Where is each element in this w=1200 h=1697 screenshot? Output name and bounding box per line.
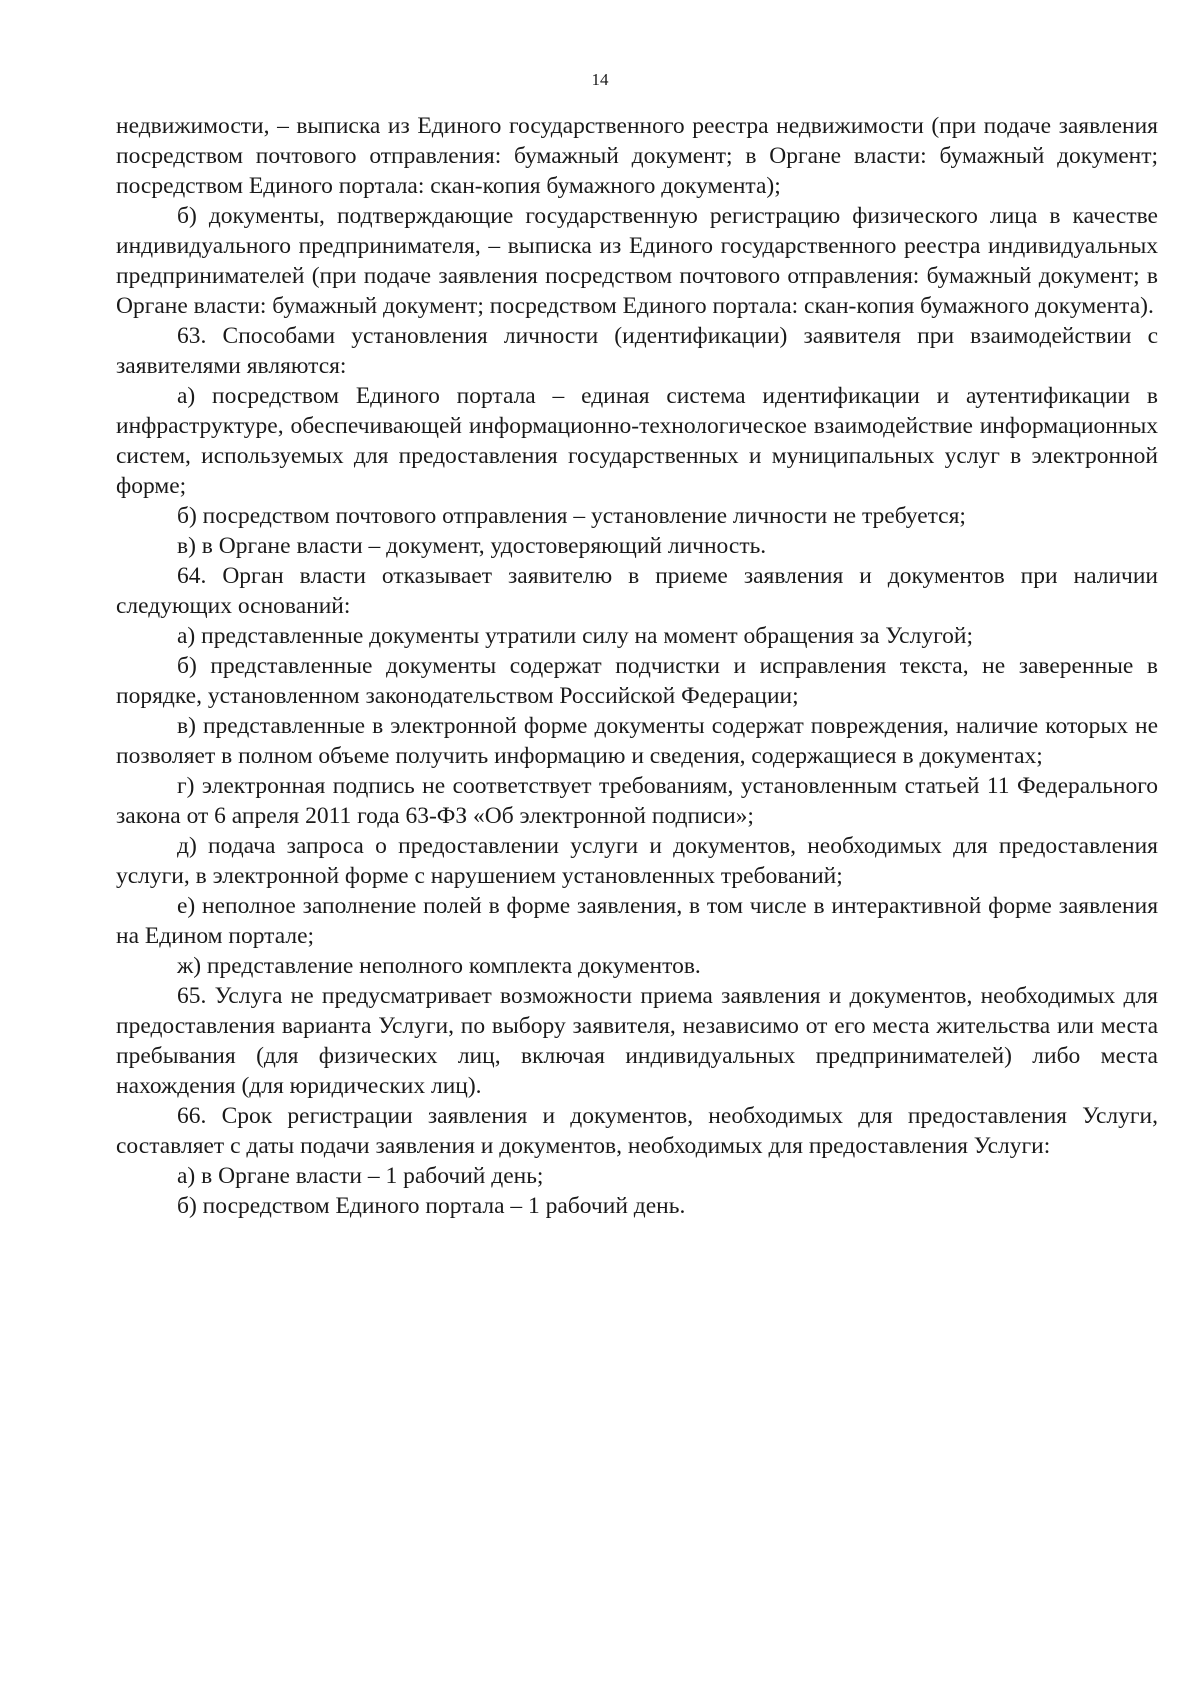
document-body [116,111,1158,1221]
paragraph-63: 63. Способами установления личности (идентификации) заявителя при взаимодействии с заявителями являются: [116,323,1158,379]
paragraph-66: 66. Срок регистрации заявления и документов, необходимых для предоставления Услуги, составляет с даты подачи заявления и документов, необходимых для предоставления Услуги: [116,1103,1158,1159]
paragraph-63-a: а) посредством Единого портала – единая система идентификации и аутентификации в инфраструктуре, обеспечивающей информационно-технологическое взаимодействие информационных систем, используемых для предоставления государственных и муниципальных услуг в электронной форме; [116,383,1158,499]
paragraph-64: 64. Орган власти отказывает заявителю в приеме заявления и документов при наличии следующих оснований: [116,563,1158,619]
paragraph-66-a: а) в Органе власти – 1 рабочий день; [177,1163,544,1189]
paragraph-65: 65. Услуга не предусматривает возможности приема заявления и документов, необходимых для предоставления варианта Услуги, по выбору заявителя, независимо от его места жительства или места пребывания (для физических лиц, включая индивидуальных предпринимателей) либо места нахождения (для юридических лиц). [116,983,1158,1099]
paragraph-64-d: д) подача запроса о предоставлении услуги и документов, необходимых для предоставления услуги, в электронной форме с нарушением установленных требований; [116,833,1158,889]
paragraph-64-a: а) представленные документы утратили силу на момент обращения за Услугой; [177,623,973,649]
paragraph-62-b: б) документы, подтверждающие государственную регистрацию физического лица в качестве индивидуального предпринимателя, – выписка из Единого государственного реестра индивидуальных предпринимателей (при подаче заявления посредством почтового отправления: бумажный документ; в Органе власти: бумажный документ; посредством Единого портала: скан-копия бумажного документа). [116,203,1158,319]
paragraph-64-zh: ж) представление неполного комплекта документов. [177,953,701,979]
paragraph-64-e: е) неполное заполнение полей в форме заявления, в том числе в интерактивной форме заявления на Едином портале; [116,893,1158,949]
paragraph-63-b: б) посредством почтового отправления – установление личности не требуется; [177,503,966,529]
paragraph-63-v: в) в Органе власти – документ, удостоверяющий личность. [177,533,767,559]
paragraph-64-v: в) представленные в электронной форме документы содержат повреждения, наличие которых не позволяет в полном объеме получить информацию и сведения, содержащиеся в документах; [116,713,1158,769]
paragraph-64-g: г) электронная подпись не соответствует требованиям, установленным статьей 11 Федерального закона от 6 апреля 2011 года 63-ФЗ «Об электронной подписи»; [116,773,1158,829]
paragraph-66-b: б) посредством Единого портала – 1 рабочий день. [177,1193,686,1219]
paragraph-continuation: недвижимости, – выписка из Единого государственного реестра недвижимости (при подаче заявления посредством почтового отправления: бумажный документ; в Органе власти: бумажный документ; посредством Единого портала: скан-копия бумажного документа); [116,113,1158,199]
page-number: 14 [591,70,609,89]
paragraph-64-b: б) представленные документы содержат подчистки и исправления текста, не заверенные в порядке, установленном законодательством Российской Федерации; [116,653,1158,709]
